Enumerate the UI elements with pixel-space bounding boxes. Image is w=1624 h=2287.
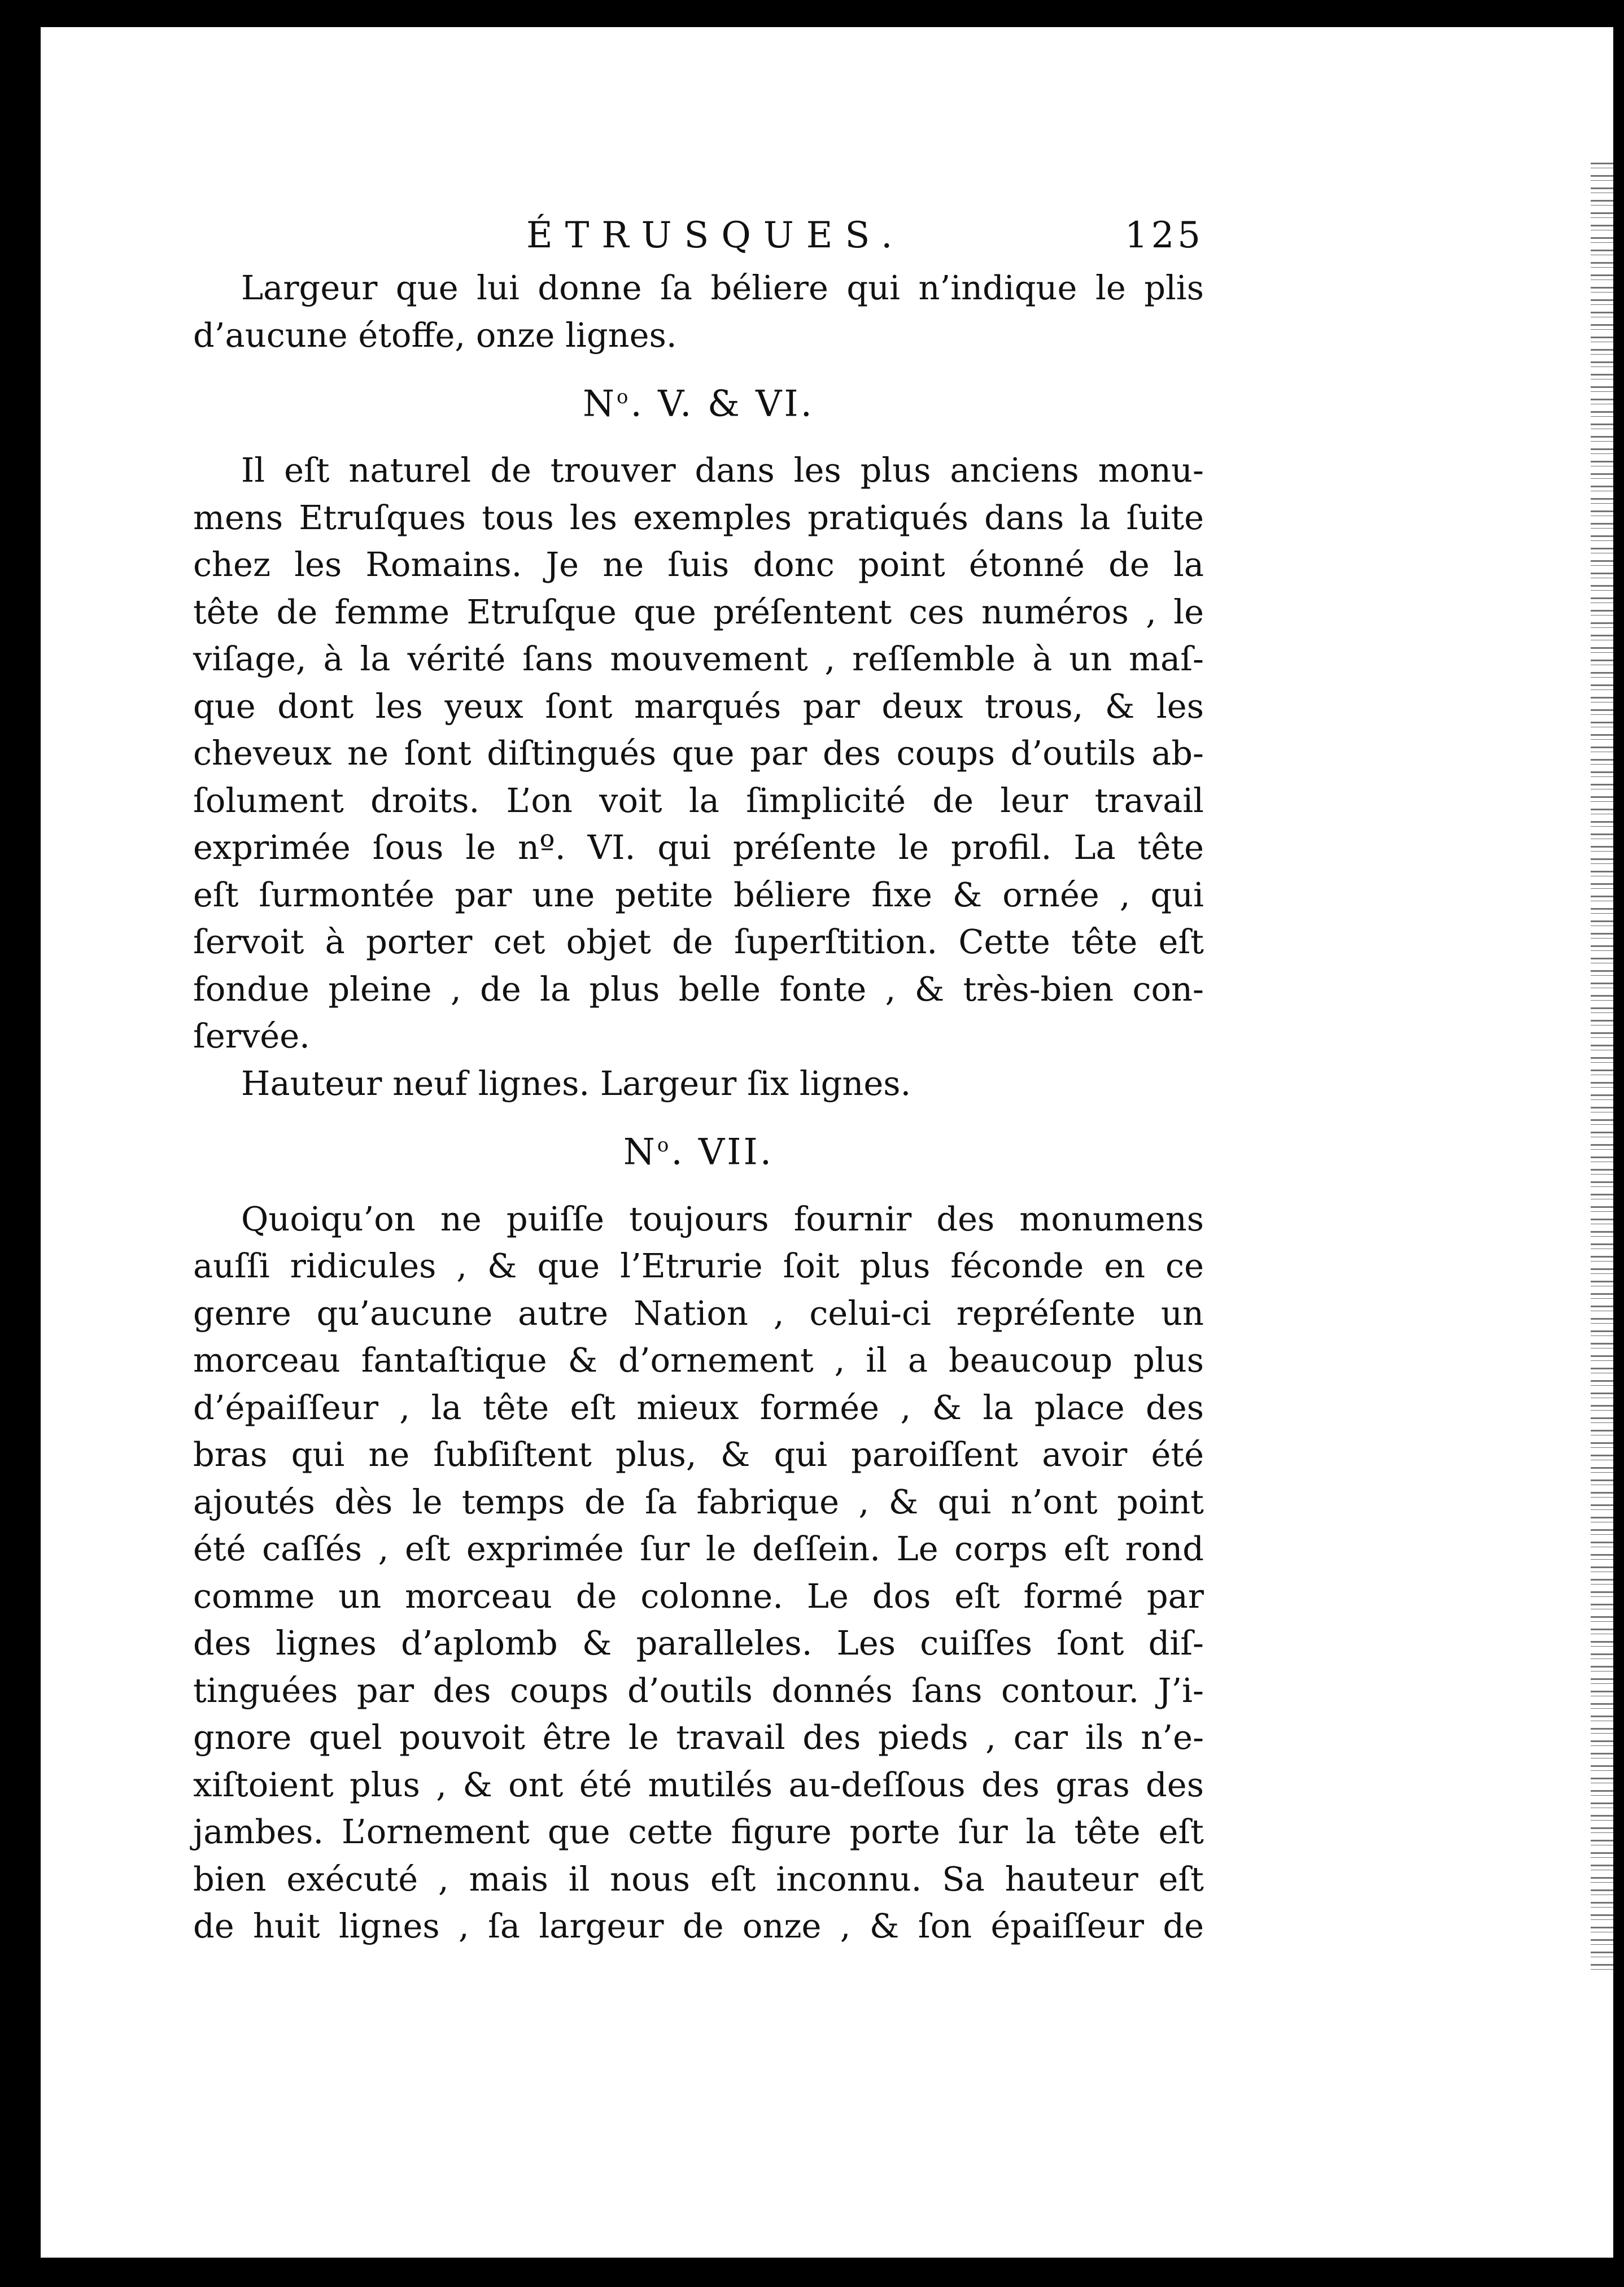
page-edge-shadow: [1591, 163, 1613, 1970]
page-number: 125: [1124, 215, 1204, 256]
text-line: été caſſés , eſt exprimée ſur le deſſein. Le corps eſt rond: [193, 1529, 1204, 1569]
text-line: d’aucune étoffe, onze lignes.: [193, 315, 677, 355]
running-header: [193, 202, 1204, 264]
heading-number: . V. & VI.: [630, 383, 815, 425]
text-line: eſt ſurmontée par une petite béliere fixe & ornée , qui: [193, 875, 1204, 914]
text-line: tête de femme Etruſque que préſentent ces numéros , le: [193, 592, 1204, 631]
text-line: bien exécuté , mais il nous eſt inconnu. Sa hauteur eſt: [193, 1859, 1204, 1898]
text-line: gnore quel pouvoit être le travail des pieds , car ils n’e-: [193, 1718, 1204, 1757]
text-line: d’épaiſſeur , la tête eſt mieux formée , & la place des: [193, 1387, 1204, 1427]
heading-number: . VII.: [671, 1131, 774, 1173]
text-line: ſolument droits. L’on voit la ſimplicité de leur travail: [193, 780, 1204, 820]
text-line: viſage, à la vérité ſans mouvement , reſſemble à un maſ-: [193, 639, 1204, 679]
text-line: ſervoit à porter cet objet de ſuperſtition. Cette tête eſt: [193, 922, 1204, 962]
text-line-italic-measure: [193, 312, 1204, 359]
text-line: que dont les yeux ſont marqués par deux trous, & les: [193, 686, 1204, 726]
text-line: cheveux ne ſont diſtingués que par des coups d’outils ab-: [193, 734, 1204, 773]
text-line: bras qui ne ſubſiſtent plus, & qui paroiſſent avoir été: [193, 1435, 1204, 1474]
text-line: comme un morceau de colonne. Le dos eſt formé par: [193, 1576, 1204, 1616]
text-line: ſervée.: [193, 1016, 310, 1056]
text-line-dimensions: Hauteur neuf lignes. Largeur ſix lignes.: [241, 1063, 911, 1103]
section-heading-v-vi: [193, 369, 1204, 432]
text-line: morceau fantaſtique & d’ornement , il a beaucoup plus: [193, 1341, 1204, 1380]
heading-superscript: o: [616, 386, 631, 408]
heading-superscript: o: [657, 1134, 671, 1157]
text-line: fondue pleine , de la plus belle fonte , & très-bien con-: [193, 969, 1204, 1009]
text-line: jambes. L’ornement que cette figure porte ſur la tête eſt: [193, 1812, 1204, 1852]
text-line: Quoiqu’on ne puiſſe toujours fournir des monumens: [241, 1199, 1204, 1238]
text-line: ajoutés dès le temps de ſa fabrique , & qui n’ont point: [193, 1482, 1204, 1521]
text-line: des lignes d’aplomb & paralleles. Les cuiſſes ſont diſ-: [193, 1623, 1204, 1663]
text-line: Largeur que lui donne ſa béliere qui n’indique le plis: [241, 268, 1204, 307]
text-line: de huit lignes , ſa largeur de onze , & ſon épaiſſeur de: [193, 1906, 1204, 1946]
book-page: [41, 27, 1613, 2258]
text-line: genre qu’aucune autre Nation , celui-ci repréſente un: [193, 1293, 1204, 1333]
text-block: [193, 202, 1204, 1950]
text-line: mens Etruſques tous les exemples pratiqués dans la ſuite: [193, 497, 1204, 537]
text-line: tinguées par des coups d’outils donnés ſans contour. J’i-: [193, 1670, 1204, 1710]
text-line: chez les Romains. Je ne ſuis donc point étonné de la: [193, 545, 1204, 584]
section-heading-vii: [193, 1117, 1204, 1180]
running-title: ÉTRUSQUES.: [526, 215, 905, 256]
text-line: Il eſt naturel de trouver dans les plus anciens monu-: [241, 451, 1204, 490]
text-line: auſſi ridicules , & que l’Etrurie ſoit plus féconde en ce: [193, 1246, 1204, 1286]
text-line: xiſtoient plus , & ont été mutilés au-deſſous des gras des: [193, 1765, 1204, 1804]
heading-prefix: N: [582, 383, 617, 425]
heading-prefix: N: [623, 1131, 657, 1173]
text-line: exprimée ſous le nº. VI. qui préſente le profil. La tête: [193, 828, 1204, 867]
